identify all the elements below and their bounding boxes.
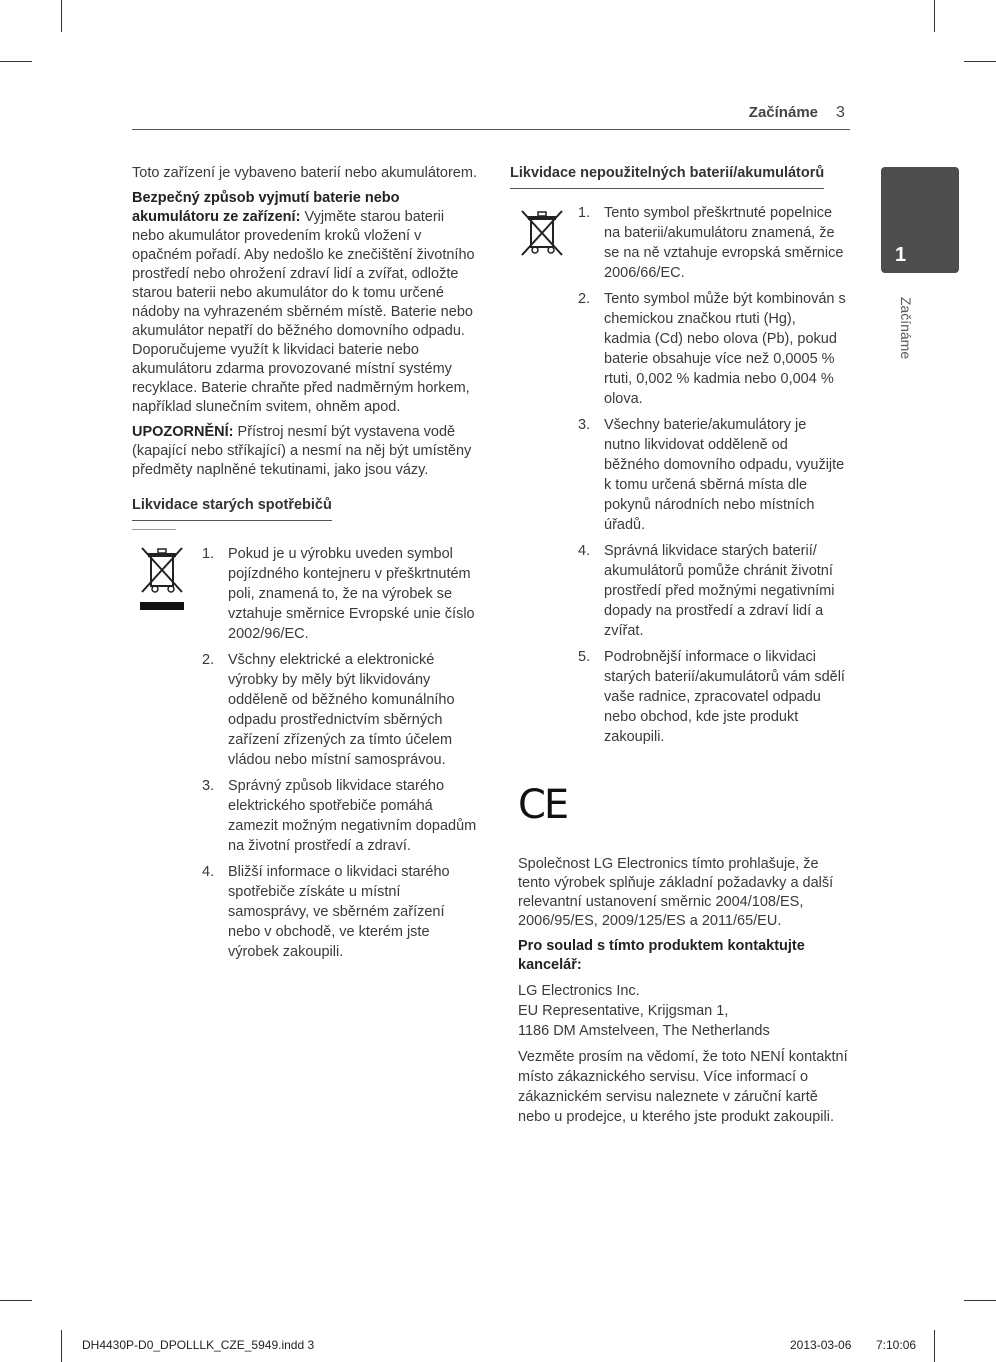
battery-list-item: [578, 415, 846, 535]
list-number: 3.: [578, 417, 591, 433]
list-number: 3.: [202, 778, 215, 794]
list-text: Správná likvidace starých baterií/ akumulátorů pomůže chránit životní prostředí před možnými negativními dopady na prostředí a zdraví lidí a zvířat.: [604, 543, 835, 639]
battery-list-item: [578, 541, 846, 641]
crop-mark: [964, 1300, 996, 1301]
battery-list-item: [578, 647, 846, 747]
battery-list-item: [578, 203, 846, 283]
safe-removal-heading: Bezpečný způsob vyjmutí baterie nebo akumulátoru ze zařízení:: [132, 190, 400, 225]
list-number: 4.: [202, 864, 215, 880]
crop-mark: [61, 1330, 62, 1362]
disposal-section: [132, 496, 478, 962]
list-text: Tento symbol přeškrtnuté popelnice na baterii/akumulátoru znamená, že se na ně vztahuje evropská směrnice 2006/66/EC.: [604, 205, 844, 281]
address-block: [518, 981, 848, 1041]
chapter-side-label: Začínáme: [898, 296, 914, 360]
list-number: 4.: [578, 543, 591, 559]
footer-file: DH4430P-D0_DPOLLLK_CZE_5949.indd 3: [82, 1338, 315, 1352]
list-text: Podrobnější informace o likvidaci starých baterií/akumulátorů vám sdělí vaše radnice, zpracovatel odpadu nebo obchod, kde jste produkt zakoupili.: [604, 649, 845, 745]
battery-bin-crossed-icon: [518, 209, 566, 259]
footer-time: 7:10:06: [876, 1338, 917, 1352]
chapter-tab: [881, 167, 959, 273]
page-number: 3: [836, 104, 845, 121]
crop-mark: [0, 1300, 32, 1301]
icon-rule: [132, 529, 176, 530]
disposal-list: [202, 544, 478, 962]
crop-mark: [964, 61, 996, 62]
header-rule: [132, 129, 850, 130]
list-number: 2.: [578, 291, 591, 307]
wheelie-bin-crossed-icon: [138, 546, 186, 610]
list-number: 1.: [202, 546, 215, 562]
left-column: [132, 164, 478, 968]
list-text: Tento symbol může být kombinován s chemickou značkou rtuti (Hg), kadmia (Cd) nebo olova (Pb), pokud baterie obsahuje více než 0,0005 % rtuti, 0,002 % kadmia nebo 0,004 % olova.: [604, 291, 846, 407]
list-number: 2.: [202, 652, 215, 668]
list-number: 5.: [578, 649, 591, 665]
list-text: Všchny elektrické a elektronické výrobky by měly být likvidovány odděleně od běžného komunálního odpadu prostřednictvím sběrných zařízení zřízených za tímto účelem vládou nebo místní samosprávou.: [228, 652, 455, 768]
battery-section: [510, 164, 846, 747]
intro-text: Toto zařízení je vybaveno baterií nebo akumulátorem.: [132, 165, 477, 181]
declaration-block: [510, 855, 848, 1127]
safe-removal-paragraph: [132, 189, 478, 417]
warning-heading: UPOZORNĚNÍ:: [132, 424, 234, 440]
safe-removal-text: Vyjměte starou baterii nebo akumulátor provedením kroků vložení v opačném pořadí. Aby nedošlo ke znečištění životního prostředí nebo ohrožení zdraví lidí a zvířat, odložte starou baterii nebo akumulátor do k tomu určené nádoby na vyhrazeném sběrném místě. Baterie nebo akumulátor nepatří do běžného domovního odpadu. Doporučujeme využít k likvidaci baterie nebo akumulátoru zdarma provozované místní systémy recyklace. Baterie chraňte před nadměrným horkem, například slunečním svitem, ohněm apod.: [132, 209, 475, 415]
ce-mark-icon: CE: [518, 782, 568, 828]
ce-block: [510, 782, 846, 828]
page-header-title: Začínáme: [748, 104, 818, 121]
address-line: LG Electronics Inc.: [518, 983, 640, 999]
disposal-list-item: [202, 650, 478, 770]
footer-date: 2013-03-06: [790, 1338, 852, 1352]
list-text: Bližší informace o likvidaci starého spotřebiče získáte u místní samosprávy, ve sběrném zařízení nebo v obchodě, ve kterém jste výrobek zakoupili.: [228, 864, 450, 960]
contact-heading-text: Pro soulad s tímto produktem kontaktujte kancelář:: [518, 938, 805, 973]
list-text: Všechny baterie/akumulátory je nutno likvidovat odděleně od běžného domovního odpadu, využijte k tomu určená sběrná místa dle pokynů národních nebo místních úřadů.: [604, 417, 845, 533]
service-notice: Vezměte prosím na vědomí, že toto NENÍ kontaktní místo zákaznického servisu. Více informací o zákaznickém servisu naleznete v záruční kartě nebo u prodejce, u kterého jste produkt zakoupili.: [518, 1049, 848, 1125]
battery-list-item: [578, 289, 846, 409]
list-text: Pokud je u výrobku uveden symbol pojízdného kontejneru v přeškrtnutém poli, znamená to, že na výrobek se vztahuje směrnice Evropské unie číslo 2002/96/EC.: [228, 546, 475, 642]
crop-mark: [61, 0, 62, 32]
crop-mark: [0, 61, 32, 62]
disposal-list-item: [202, 544, 478, 644]
battery-heading: Likvidace nepoužitelných baterií/akumulátorů: [510, 165, 824, 189]
list-text: Správný způsob likvidace starého elektrického spotřebiče pomáhá zamezit možným negativním dopadům na životní prostředí a zdraví.: [228, 778, 477, 854]
contact-heading: [518, 937, 848, 975]
list-number: 1.: [578, 205, 591, 221]
disposal-list-item: [202, 776, 478, 856]
chapter-number: 1: [895, 244, 907, 266]
right-column: [510, 164, 846, 1133]
disposal-heading: Likvidace starých spotřebičů: [132, 497, 332, 521]
warning-text: Přístroj nesmí být vystavena vodě (kapající nebo stříkající) a nesmí na něj být umístěny předměty naplněné tekutinami, jako jsou vázy.: [132, 424, 472, 478]
crop-mark: [934, 0, 935, 32]
battery-list: [578, 203, 846, 747]
address-line: EU Representative, Krijgsman 1,: [518, 1003, 729, 1019]
warning-paragraph: [132, 423, 478, 480]
disposal-list-item: [202, 862, 478, 962]
crop-mark: [934, 1330, 935, 1362]
address-line: 1186 DM Amstelveen, The Netherlands: [518, 1023, 770, 1039]
declaration-text: Společnost LG Electronics tímto prohlašuje, že tento výrobek splňuje základní požadavky a další relevantní ustanovení směrnic 2004/108/ES, 2006/95/ES, 2009/125/ES a 2011/65/EU.: [518, 856, 834, 929]
